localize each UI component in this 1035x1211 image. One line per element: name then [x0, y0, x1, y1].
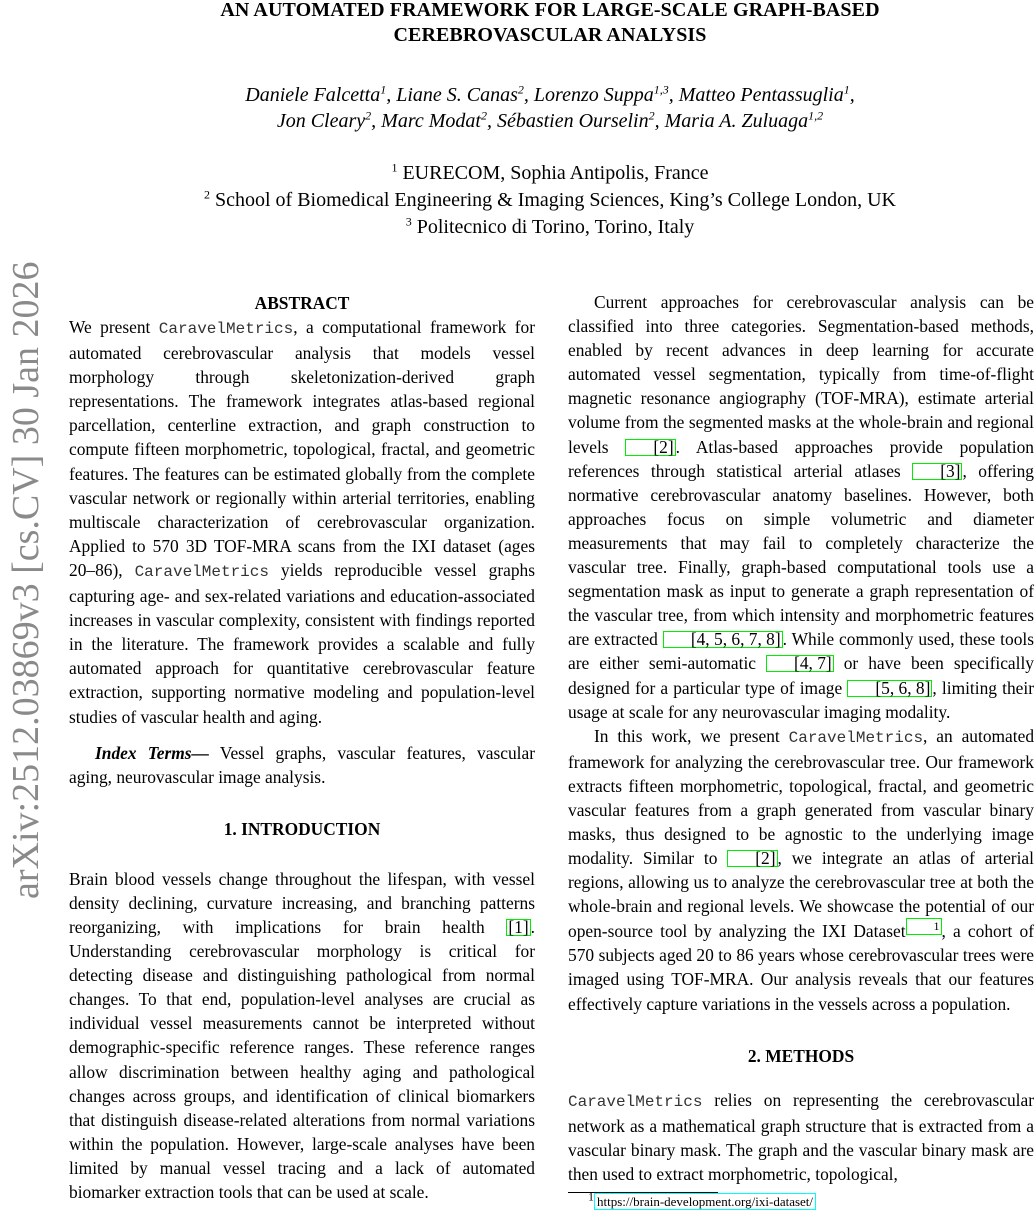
intro-paragraph-1: Brain blood vessels change throughout the lifespan, with vessel density declining, curvature increasing, and branching patterns reorganizing, with implications for brain health [1] . Understanding cerebrovascular morphology is critical for detecting disease and distinguishing pathological from normal changes. To that end, population-level analyses are crucial as individual vessel measurements cannot be interpreted without demographic-specific reference ranges. These reference ranges allow discrimination between healthy aging and pathological changes across groups, and identification of clinical biomarkers that distinguish disease-related alterations from normal variations within the population. However, large-scale analyses have been limited by manual vessel tracing and a lack of automated biomarker extraction tools that can be used at scale.	[69, 868, 535, 1202]
author-list: Daniele Falcetta$^1$, Liane S. Canas$^2$, Lorenzo Suppa$^{1,3}$, Matteo Pentassuglia$^1$, Jon Cleary$^2$, Marc Modat$^2$, Sébastien Ourselin$^2$, Maria A. Zuluaga$^{1,2}$	[245, 82, 855, 132]
intro-heading: 1. INTRODUCTION	[223, 818, 381, 839]
tool-name: CaravelMetrics	[134, 562, 269, 581]
intro-paragraph-2: Current approaches for cerebrovascular analysis can be classified into three categories. Segmentation-based methods, enabled by recent advances in deep learning for accurate automated vessel segmentation, typically from time-of-flight magnetic resonance angiography (TOF-MRA), estimate arterial volume from the segmented masks at the whole-brain and regional levels [2] . Atlas-based approaches provide population references through statistical arterial atlases [3] , offering normative cerebrovascular anatomy baselines. However, both approaches focus on simple volumetric and diameter measurements that may fail to completely characterize the vascular tree. Finally, graph-based computational tools use a segmentation mask as input to generate a graph representation of the vascular tree, from which intensity and morphometric features are extracted [4, 5, 6, 7, 8] . While commonly used, these tools are either semi-automatic [4, 7] or have been specifically designed for a particular type of image [5, 6, 8] , limiting their usage at scale for any neurovascular imaging modality.	[568, 292, 1034, 722]
methods-paragraph: CaravelMetrics relies on representing the cerebrovascular network as a mathematical graph structure that is extracted from a vascular binary mask. The graph and the vascular binary mask are then used to extract morphometric, topological,	[568, 1089, 1034, 1184]
paper-title	[100, 0, 1000, 48]
affiliation: Politecnico di Torino, Torino, Italy	[416, 216, 695, 238]
citation-link[interactable]: [4, 5, 6, 7, 8]	[663, 631, 783, 648]
affil-num: 2	[204, 187, 210, 202]
citation-link[interactable]: [4, 7]	[766, 655, 834, 672]
abstract-heading: ABSTRACT	[254, 293, 350, 313]
author-aff: 1	[380, 82, 387, 97]
footnote-url-link[interactable]: https://brain-development.org/ixi-dataset/	[594, 1193, 816, 1210]
citation-link[interactable]: [5, 6, 8]	[847, 680, 932, 697]
left-column	[69, 290, 535, 1204]
affiliation: School of Biomedical Engineering & Imaging Sciences, King’s College London, UK	[215, 189, 896, 211]
citation-link[interactable]: [3]	[912, 463, 962, 480]
author-aff: 2	[480, 108, 487, 123]
citation-link[interactable]: [2]	[727, 850, 777, 867]
author-aff: 2	[365, 108, 372, 123]
author-aff: 2	[517, 82, 524, 97]
affil-num: 1	[391, 160, 398, 175]
tool-name: CaravelMetrics	[568, 1092, 703, 1111]
affiliation: EURECOM, Sophia Antipolis, France	[402, 162, 709, 184]
author: Matteo Pentassuglia	[678, 84, 844, 106]
methods-heading: 2. METHODS	[747, 1045, 855, 1066]
tool-name: CaravelMetrics	[788, 728, 924, 747]
author: Sébastien Ourselin	[496, 110, 649, 132]
footnote-marker[interactable]: 1	[906, 918, 942, 935]
author: Liane S. Canas	[396, 84, 518, 106]
author: Marc Modat	[381, 110, 481, 132]
title-line-1: AN AUTOMATED FRAMEWORK FOR LARGE-SCALE GRAPH-BASED	[220, 0, 880, 21]
author-aff: 1,2	[808, 108, 824, 123]
right-column	[568, 290, 1034, 1211]
citation-link[interactable]: [2]	[625, 439, 675, 456]
abstract-text: We present CaravelMetrics, a computational framework for automated cerebrovascular analysis that models vessel morphology through skeletonization-derived graph representations. The framework integrates atlas-based regional parcellation, centerline extraction, and graph construction to compute fifteen morphometric, topological, fractal, and geometric features. The features can be estimated globally from the complete vascular network or regionally within arterial territories, enabling multiscale characterization of cerebrovascular organization. Applied to 570 3D TOF-MRA scans from the IXI dataset (ages 20–86), CaravelMetrics yields reproducible vessel graphs capturing age- and sex-related variations and education-associated increases in vascular complexity, consistent with findings reported in the literature. The framework provides a scalable and fully automated approach for quantitative cerebrovascular feature extraction, supporting normative modeling and population-level studies of vascular health and aging.	[69, 317, 535, 727]
author: Maria A. Zuluaga	[664, 110, 809, 132]
affil-num: 3	[405, 214, 412, 229]
affiliations	[100, 160, 1000, 241]
tool-name: CaravelMetrics	[158, 320, 294, 338]
title-line-2: CEREBROVASCULAR ANALYSIS	[393, 24, 707, 46]
author-aff: 2	[648, 108, 655, 123]
footnote	[568, 1189, 1034, 1211]
author-aff: 1,3	[653, 82, 669, 97]
author: Daniele Falcetta	[245, 84, 381, 106]
intro-paragraph-3: In this work, we present CaravelMetrics, an automated framework for analyzing the cerebrovascular tree. Our framework extracts fifteen morphometric, topological, fractal, and geometric vascular features from a graph generated from vascular binary masks, thus designed to be agnostic to the underlying image modality. Similar to [2] , we integrate an atlas of arterial regions, allowing us to analyze the cerebrovascular tree at both the whole-brain and regional levels. We showcase the potential of our open-source tool by analyzing the IXI Dataset $^1$ , a cohort of 570 subjects aged 20 to 86 years whose cerebrovascular trees were imaged using TOF-MRA. Our analysis reveals that our features effectively capture variations in the vessels across a population.	[568, 725, 1035, 1014]
author: Jon Cleary	[276, 110, 366, 132]
author-aff: 1	[843, 82, 850, 97]
footnote-num: 1	[588, 1189, 594, 1204]
index-terms: Index Terms— Vessel graphs, vascular features, vascular aging, neurovascular image analysis.	[69, 742, 535, 787]
author: Lorenzo Suppa	[533, 84, 654, 106]
arxiv-stamp: arXiv:2512.03869v3 [cs.CV] 30 Jan 2026	[5, 261, 47, 899]
citation-link[interactable]: [1]	[508, 916, 529, 937]
